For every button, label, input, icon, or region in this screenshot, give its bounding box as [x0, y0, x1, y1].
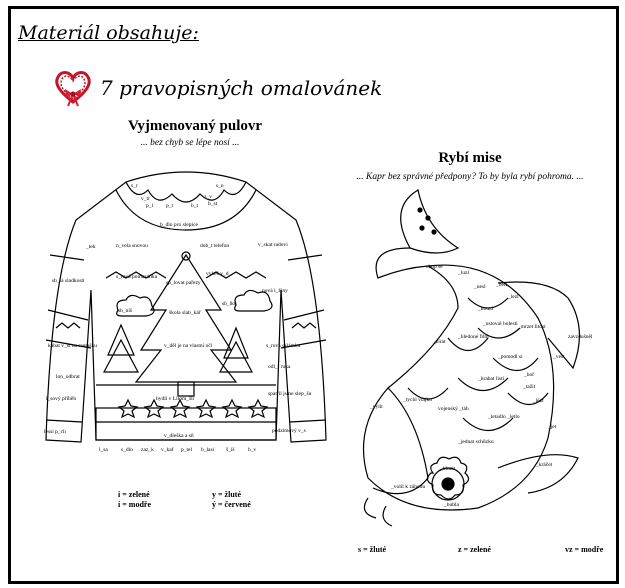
sweater-label: v_tr	[141, 196, 150, 202]
fish-picture	[348, 188, 598, 528]
sweater-legend-right	[212, 490, 251, 510]
fish-legend-2: z = zelené	[458, 545, 491, 554]
fish-label: _jednat schůzku	[458, 439, 494, 445]
sweater-label: lon_odbrat	[56, 374, 80, 380]
sweater-label: zaz_k	[141, 447, 154, 453]
sweater-label: b_st	[208, 201, 218, 207]
fish-label: _zírat	[433, 339, 446, 345]
sweater-label: b_t	[191, 203, 199, 209]
fish-label: _hledoné film	[458, 334, 489, 340]
fish-label: _ustoval bolesti	[483, 321, 518, 327]
fish-title: Rybí mise	[438, 150, 502, 166]
fish-label: _bělt	[496, 282, 507, 288]
sweater-label: podzimový v_s	[272, 428, 306, 434]
sweater-label: p_tel	[181, 447, 192, 453]
fish-legend-3: vz = modře	[565, 545, 604, 554]
header-title: Materiál obsahuje:	[18, 22, 199, 44]
sweater-label: b_dlo pro slepice	[160, 222, 198, 228]
sweater-word-labels	[44, 183, 312, 453]
sweater-label: v_skat radovi	[258, 242, 288, 248]
fish-label: _volil k záhodu	[391, 484, 426, 490]
legend-item: i = zelené	[118, 490, 150, 499]
fish-label: _letadlo _letlo	[488, 414, 520, 420]
fish-motto: ... Kapr bez správné předpony? To by byla rybí pohroma. ...	[356, 172, 584, 182]
sweater-label: sb_íá sladkosti	[52, 278, 85, 284]
legend-item: y = žluté	[212, 490, 241, 499]
sweater-label: v_dleška a sň	[164, 433, 194, 439]
sweater-label: v_děl je na vlastní oči	[164, 343, 213, 349]
sweater-label: sb_lku	[222, 301, 237, 307]
sweater-label: s_rová salámka	[266, 343, 301, 349]
sweater-label: sp_lovat pařezy	[166, 280, 201, 286]
sweater-label: l_sa	[99, 447, 108, 453]
fish-label: _kluzit	[440, 466, 456, 472]
sweater-label: v_kaf	[161, 447, 174, 453]
fish-label: _nesl	[474, 284, 486, 290]
sweater-picture	[36, 160, 336, 460]
sweater-label: _tek	[86, 244, 96, 250]
fish-word-labels	[369, 264, 593, 508]
sweater-label: n_vela snovou	[116, 243, 148, 249]
legend-item: ý = červené	[212, 500, 251, 509]
sweater-motto: ... bez chyb se lépe nosí ...	[140, 138, 240, 148]
sweater-title: Vyjmenovaný pulovr	[127, 118, 263, 134]
fish-label: _vést	[553, 354, 565, 360]
sweater-label: kabat v_st na rantašku	[48, 343, 98, 349]
sweater-label: lessi p_ch	[44, 429, 66, 435]
fish-label: _vylit	[370, 404, 383, 410]
fish-label: _bubla	[444, 502, 459, 508]
fish-label: vojenský _táh	[438, 406, 469, 412]
sweater-label: sb_níš	[118, 308, 133, 314]
sweater-label: s_n	[216, 183, 224, 189]
sweater-label: s_dlo	[121, 447, 133, 453]
sweater-label: s_rová pomazánka	[116, 274, 158, 280]
fish-legend-1: s = žluté	[358, 545, 387, 554]
sweater-label: nová l_žiny	[262, 288, 288, 294]
sweater-label: dob_t telefon	[200, 243, 230, 249]
sweater-label: p_l	[146, 203, 154, 209]
heart-bow-icon	[52, 66, 94, 108]
sweater-label: z_v	[204, 194, 212, 200]
sweater-label: l_sový příběh	[46, 396, 77, 402]
sweater-label: s_r	[131, 183, 138, 189]
fish-label: _hrabat listi	[478, 376, 505, 382]
sweater-label: odl_t ruka	[268, 364, 291, 370]
fish-label: _pomodl si	[498, 354, 523, 360]
fish-label: _lézt	[533, 398, 544, 404]
fish-label: _jet	[548, 424, 557, 430]
sweater-label: b_lasi	[201, 447, 215, 453]
fish-label: chop se	[426, 264, 443, 270]
sweater-label: spatřil jsme slep_šu	[268, 391, 312, 397]
fish-label: _lezl	[508, 294, 519, 300]
sweater-label: škola slab_kář	[169, 310, 201, 316]
fish-label: _tychl vlajku	[403, 397, 432, 403]
fish-label: _mrzet litost	[518, 324, 546, 330]
sweater-label: bydlí v Litom_šli	[156, 396, 195, 402]
fish-label: _luzl	[458, 270, 469, 276]
fish-label: _tažit	[523, 384, 536, 390]
fish-label: _kráčet	[536, 462, 553, 468]
sweater-legend-left	[118, 490, 151, 510]
sweater-label: p_t	[166, 203, 174, 209]
fish-label: _kouzl	[478, 306, 493, 312]
legend-item: í = modře	[118, 500, 151, 509]
sweater-label: vykeš v_d	[206, 271, 229, 277]
fish-label: _hoř	[524, 372, 535, 378]
sweater-label: š_iš	[226, 447, 235, 453]
subtitle: 7 pravopisných omalovánek	[100, 76, 383, 100]
fish-label: zavzdušněl	[568, 334, 593, 340]
sweater-label: b_v	[248, 447, 257, 453]
